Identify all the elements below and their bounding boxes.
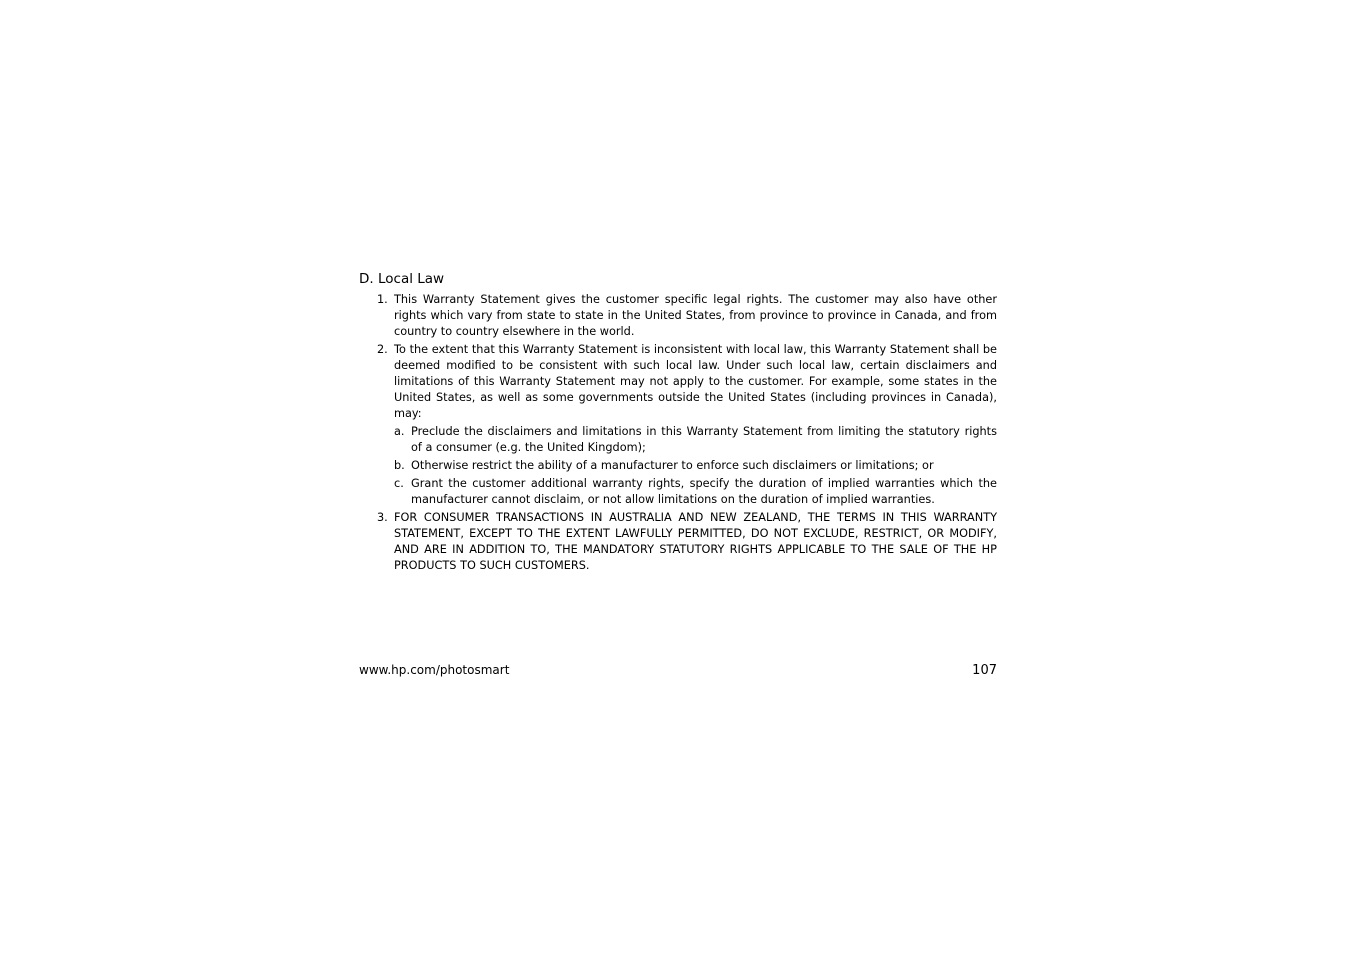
sub-marker: a. — [394, 425, 405, 438]
list-item-3 — [359, 510, 997, 574]
list-marker: 2. — [377, 343, 388, 356]
sub-item-b — [394, 458, 997, 474]
list-item-text: FOR CONSUMER TRANSACTIONS IN AUSTRALIA AND NEW ZEALAND, THE TERMS IN THIS WARRANTY STATEMENT, EXCEPT TO THE EXTENT LAWFULLY PERMITTED, DO NOT EXCLUDE, RESTRICT, OR MODIFY, AND ARE IN ADDITION TO, THE MANDATORY STATUTORY RIGHTS APPLICABLE TO THE SALE OF THE HP PRODUCTS TO SUCH CUSTOMERS. — [394, 511, 997, 572]
sub-marker: b. — [394, 459, 405, 472]
list-marker: 3. — [377, 511, 388, 524]
page-number: 107 — [972, 663, 997, 678]
list-item-text: This Warranty Statement gives the customer specific legal rights. The customer may also have other rights which vary from state to state in the United States, from province to province in Canada, and from country to country elsewhere in the world. — [394, 293, 997, 338]
sub-item-text: Otherwise restrict the ability of a manufacturer to enforce such disclaimers or limitations; or — [411, 459, 934, 472]
footer-url: www.hp.com/photosmart — [359, 663, 510, 677]
sublist — [394, 424, 997, 508]
page-content — [359, 271, 997, 576]
list-item-text: To the extent that this Warranty Statement is inconsistent with local law, this Warranty Statement shall be deemed modified to be consistent with such local law. Under such local law, certain disclaimers and limitations of this Warranty Statement may not apply to the customer. For example, some states in the United States, as well as some governments outside the United States (including provinces in Canada), may: — [394, 343, 997, 420]
sub-item-a — [394, 424, 997, 456]
list-item-1 — [359, 292, 997, 340]
list-marker: 1. — [377, 293, 388, 306]
sub-item-text: Grant the customer additional warranty rights, specify the duration of implied warranties which the manufacturer cannot disclaim, or not allow limitations on the duration of implied warranties. — [411, 477, 997, 506]
sub-marker: c. — [394, 477, 404, 490]
local-law-list — [359, 292, 997, 574]
sub-item-c — [394, 476, 997, 508]
section-heading: D. Local Law — [359, 271, 445, 287]
sub-item-text: Preclude the disclaimers and limitations in this Warranty Statement from limiting the statutory rights of a consumer (e.g. the United Kingdom); — [411, 425, 997, 454]
list-item-2 — [359, 342, 997, 508]
